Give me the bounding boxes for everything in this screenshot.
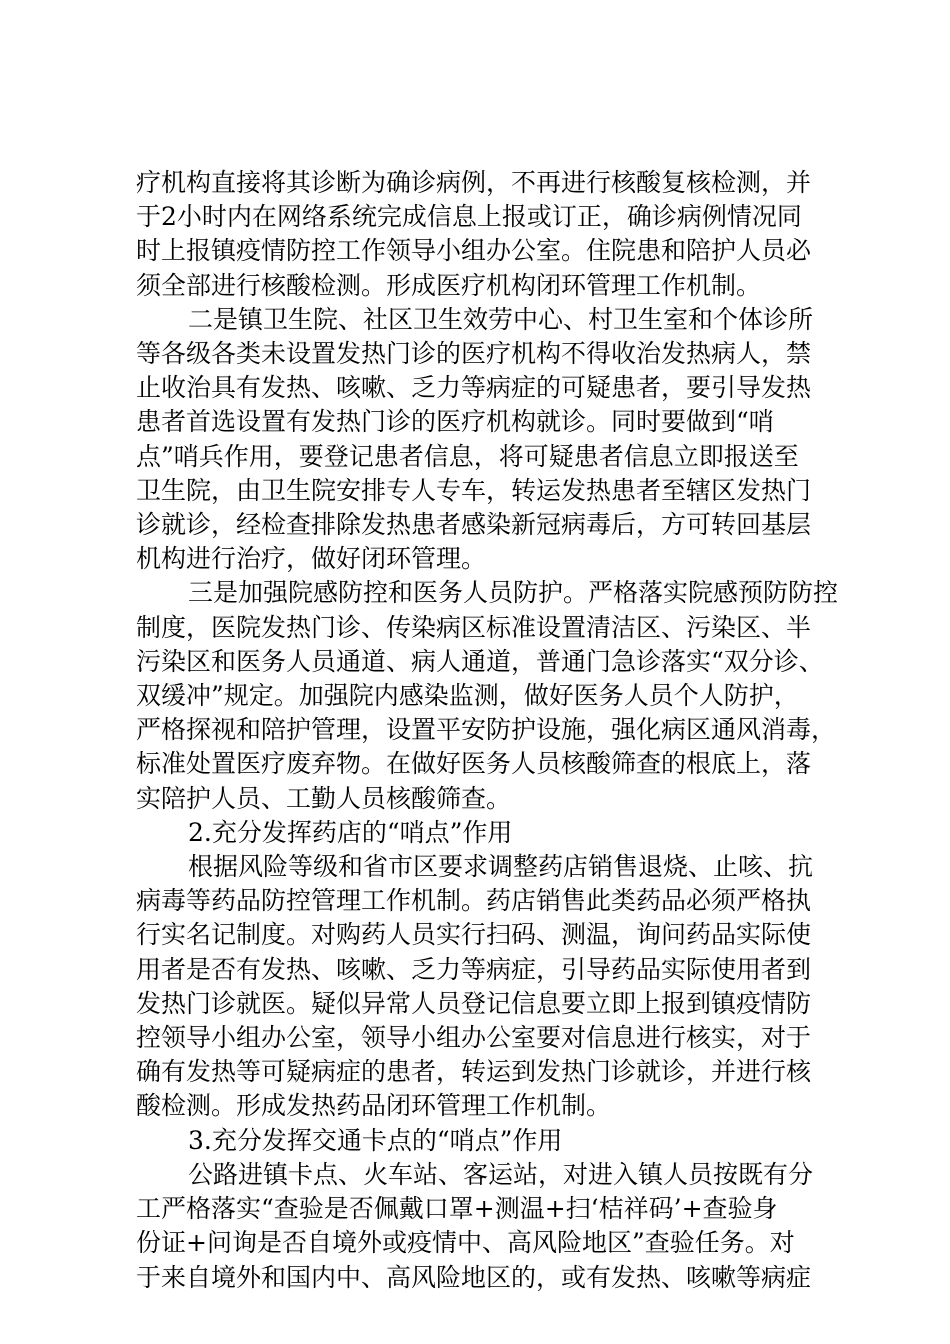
text-line: 发热门诊就医。疑似异常人员登记信息要立即上报到镇疫情防	[136, 988, 812, 1018]
text-line: 酸检测。形成发热药品闭环管理工作机制。	[136, 1091, 612, 1121]
text-line: 须全部进行核酸检测。形成医疗机构闭环管理工作机制。	[136, 270, 762, 300]
text-line: 病毒等药品防控管理工作机制。药店销售此类药品必须严格执	[136, 886, 812, 916]
text-line: 等各级各类未设置发热门诊的医疗机构不得收治发热病人，禁	[136, 339, 812, 369]
text-line: 确有发热等可疑病症的患者，转运到发热门诊就诊，并进行核	[136, 1057, 812, 1087]
text-line: 实陪护人员、工勤人员核酸筛查。	[136, 783, 512, 813]
text-line: 双缓冲”规定。加强院内感染监测，做好医务人员个人防护，	[136, 681, 799, 711]
paragraph-medical-closed-loop	[136, 166, 826, 303]
text-line: 时上报镇疫情防控工作领导小组办公室。住院患和陪护人员必	[136, 236, 812, 266]
paragraph-clinics-no-fever-admission	[136, 303, 826, 577]
text-line: 于2小时内在网络系统完成信息上报或订正，确诊病例情况同	[136, 202, 802, 232]
text-line: 卫生院，由卫生院安排专人专车，转运发热患者至辖区发热门	[136, 475, 812, 505]
heading-text: 2.充分发挥药店的“哨点”作用	[188, 817, 513, 847]
section-heading-traffic-checkpoint	[136, 1124, 826, 1158]
text-line: 点”哨兵作用，要登记患者信息，将可疑患者信息立即报送至	[136, 441, 799, 471]
text-line: 患者首选设置有发热门诊的医疗机构就诊。同时要做到“哨	[136, 407, 774, 437]
text-line: 标准处置医疗废弃物。在做好医务人员核酸筛查的根底上，落	[136, 749, 812, 779]
text-line: 制度，医院发热门诊、传染病区标准设置清洁区、污染区、半	[136, 612, 812, 642]
heading-text: 3.充分发挥交通卡点的“哨点”作用	[188, 1125, 563, 1155]
text-line: 污染区和医务人员通道、病人通道，普通门急诊落实“双分诊、	[136, 646, 824, 676]
text-line: 严格探视和陪护管理，设置平安防护设施，强化病区通风消毒，	[136, 715, 837, 745]
text-line: 行实名记制度。对购药人员实行扫码、测温，询问药品实际使	[136, 920, 812, 950]
text-line: 公路进镇卡点、火车站、客运站，对进入镇人员按既有分	[188, 1159, 814, 1189]
text-line: 二是镇卫生院、社区卫生效劳中心、村卫生室和个体诊所	[188, 304, 814, 334]
document-page	[136, 166, 839, 1295]
text-line: 机构进行治疗，做好闭环管理。	[136, 544, 487, 574]
text-line: 疗机构直接将其诊断为确诊病例，不再进行核酸复核检测，并	[136, 168, 812, 197]
text-line: 三是加强院感防控和医务人员防护。严格落实院感预防防控	[188, 578, 839, 608]
text-line: 控领导小组办公室，领导小组办公室要对信息进行核实，对于	[136, 1023, 812, 1053]
text-line: 诊就诊，经检查排除发热患者感染新冠病毒后，方可转回基层	[136, 510, 812, 540]
paragraph-pharmacy-controls	[136, 850, 826, 1124]
section-heading-pharmacy	[136, 816, 826, 850]
paragraph-traffic-checkpoint	[136, 1158, 826, 1295]
text-line: 止收治具有发热、咳嗽、乏力等病症的可疑患者，要引导发热	[136, 373, 812, 403]
text-line: 份证+问询是否自境外或疫情中、高风险地区”查验任务。对	[136, 1228, 795, 1258]
text-line: 于来自境外和国内中、高风险地区的，或有发热、咳嗽等病症	[136, 1262, 812, 1292]
paragraph-infection-control	[136, 576, 839, 815]
text-line: 工严格落实“查验是否佩戴口罩+测温+扫‘桔祥码’+查验身	[136, 1194, 778, 1224]
text-line: 用者是否有发热、咳嗽、乏力等病症，引导药品实际使用者到	[136, 954, 812, 984]
text-line: 根据风险等级和省市区要求调整药店销售退烧、止咳、抗	[188, 852, 814, 882]
